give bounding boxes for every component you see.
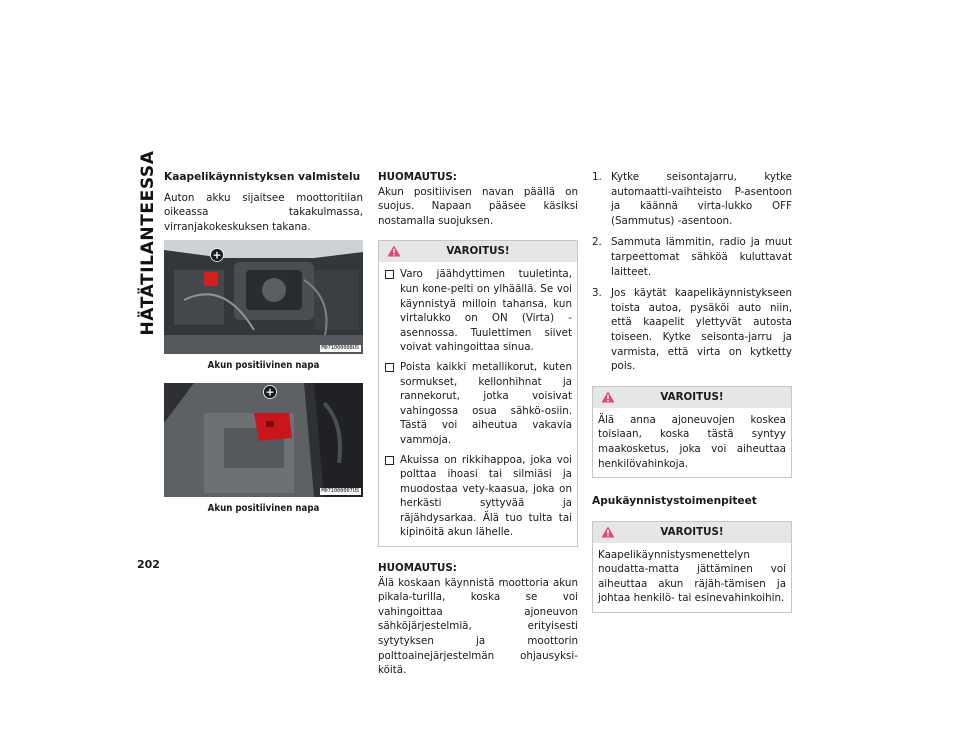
steps-list [592, 170, 792, 374]
intro-paragraph: Auton akku sijaitsee moottoritilan oikeassa takakulmassa, virranjakokeskuksen takana. [164, 191, 363, 233]
warning-text: Älä anna ajoneuvojen koskea toisiaan, koska tästä syntyy maakosketus, joka voi aiheuttaa henkilövahinkoja. [598, 413, 786, 470]
battery-illustration [164, 383, 363, 497]
warning-triangle-icon [601, 391, 615, 403]
step-number: 3. [592, 287, 602, 300]
note-label: HUOMAUTUS: [378, 171, 457, 183]
warning-title: VAROITUS! [446, 245, 510, 258]
section-heading: Apukäynnistystoimenpiteet [592, 495, 757, 508]
warning-title: VAROITUS! [660, 525, 724, 538]
list-item [592, 286, 792, 374]
warning-header [593, 387, 791, 408]
warning-item [384, 267, 572, 355]
square-bullet-icon [385, 456, 394, 465]
step-number: 1. [592, 171, 602, 183]
warning-item-text: Poista kaikki metallikorut, kuten sormukset, kellonhihnat ja rannekorut, jotka voisivat vahingossa osua sähkö-osiin. Tästä voi aiheutua vakavia vammoja. [400, 360, 572, 446]
warning-header [379, 241, 577, 262]
engine-bay-photo [164, 240, 363, 354]
list-item [592, 235, 792, 279]
warning-triangle-icon [387, 245, 401, 257]
engine-bay-illustration [164, 240, 363, 354]
plus-marker-label: + [212, 248, 222, 262]
warning-item-text: Akuissa on rikkihappoa, joka voi polttaa ihoasi tai silmiäsi ja muodostaa vety-kaasua, joka on herkästi syttyvää ja räjähdysarkaa. Älä tuo tulta tai kipinöitä akun lähelle. [400, 453, 572, 539]
step-number: 2. [592, 236, 602, 249]
warning-box [592, 521, 792, 613]
step-text: Sammuta lämmitin, radio ja muut tarpeettomat sähköä kuluttavat laitteet. [611, 236, 792, 278]
column-2 [378, 170, 578, 678]
section-title: HÄTÄTILANTEESSA [138, 150, 158, 336]
figure-caption: Akun positiivinen napa [207, 502, 320, 514]
warning-item [384, 453, 572, 541]
battery-terminal-photo [164, 383, 363, 497]
square-bullet-icon [385, 270, 394, 279]
image-code: M071000007US [321, 487, 359, 494]
step-text: Kytke seisontajarru, kytke automaatti-vaihteisto P-asentoon ja käännä virta-lukko OFF (Sammutus) -asentoon. [611, 171, 792, 227]
plus-marker-icon [210, 248, 224, 262]
warning-box [592, 386, 792, 478]
note-label: HUOMAUTUS: [378, 562, 457, 575]
plus-marker-icon [263, 385, 277, 399]
section-side-tab [137, 150, 159, 336]
warning-text: Kaapelikäynnistysmenettelyn noudatta-matta jättäminen voi aiheuttaa akun räjäh-tämisen ja johtaa henkilö- tai esinevahinkoihin. [598, 548, 786, 605]
warning-triangle-icon [601, 526, 615, 538]
warning-header [593, 522, 791, 543]
note-text: Akun positiivisen navan päällä on suojus. Napaan pääsee käsiksi nostamalla suojuksen. [378, 185, 578, 227]
image-code: M071000008US [321, 345, 359, 352]
section-heading: Kaapelikäynnistyksen valmistelu [164, 171, 361, 183]
plus-marker-label: + [265, 385, 275, 399]
warning-title: VAROITUS! [660, 390, 724, 403]
square-bullet-icon [385, 363, 394, 372]
column-3 [592, 170, 792, 613]
figure-caption: Akun positiivinen napa [207, 360, 320, 372]
warning-box [378, 240, 578, 547]
page-number: 202 [137, 558, 160, 571]
list-item [592, 170, 792, 228]
column-1 [164, 170, 363, 526]
note-text: Älä koskaan käynnistä moottoria akun pikala-turilla, koska se voi vahingoittaa ajoneuvon sähköjärjestelmiä, erityisesti sytytyksen ja moottorin polttoainejärjestelmän ohjausyksi-köitä. [378, 576, 578, 677]
warning-item [384, 360, 572, 448]
step-text: Jos käytät kaapelikäynnistykseen toista autoa, pysäköi auto niin, että kaapelit ylettyvät autosta toiseen. Kytke seisonta-jarru ja varmista, että virta on kytketty pois. [611, 287, 792, 373]
warning-item-text: Varo jäähdyttimen tuuletinta, kun kone-pelti on ylhäällä. Se voi käynnistyä milloin tahansa, kun virtalukko on ON (Virta) -asennossa. Tuulettimen siivet voivat vahingoittaa sinua. [400, 268, 572, 354]
